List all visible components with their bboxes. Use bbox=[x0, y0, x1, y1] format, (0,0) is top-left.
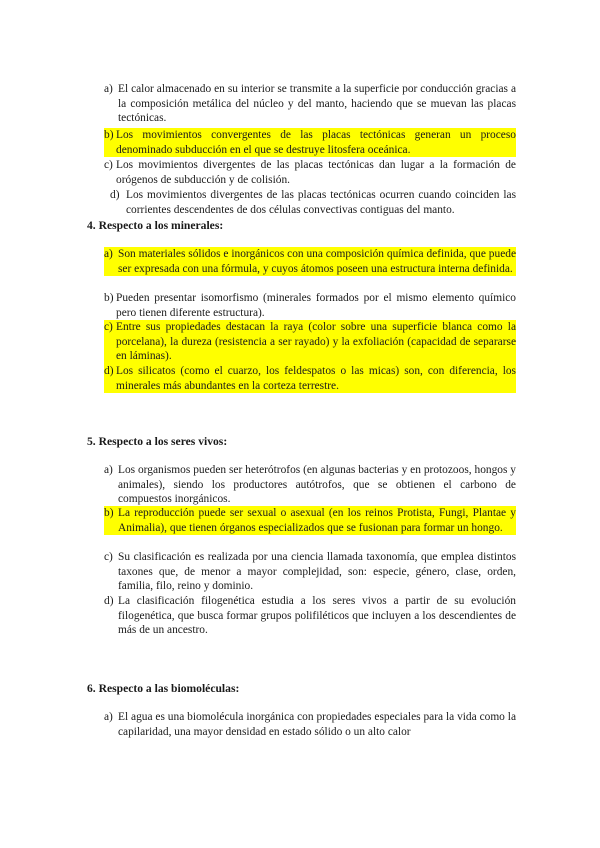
option-text: La reproducción puede ser sexual o asexual (en los reinos Protista, Fungi, Plantae y Animalia), que tienen órganos especializados que se fusionan para formar un hongo. bbox=[118, 507, 516, 534]
q3-option-d bbox=[110, 188, 516, 217]
q3-option-a bbox=[104, 82, 516, 126]
option-label: a) bbox=[104, 464, 113, 476]
option-label: a) bbox=[104, 711, 113, 723]
q4-option-a bbox=[104, 247, 516, 276]
q5-option-d bbox=[104, 594, 516, 638]
q3-option-b bbox=[104, 128, 516, 157]
q6-heading: 6. Respecto a las biomoléculas: bbox=[87, 682, 240, 695]
option-label: c) bbox=[104, 321, 113, 333]
option-label: a) bbox=[104, 83, 113, 95]
q4-heading: 4. Respecto a los minerales: bbox=[87, 219, 224, 232]
option-text: Su clasificación es realizada por una ciencia llamada taxonomía, que emplea distintos taxones que, de menor a mayor complejidad, son: especie, género, clase, orden, familia, filo, reino y dominio. bbox=[118, 551, 516, 593]
option-text: Los movimientos divergentes de las placas tectónicas dan lugar a la formación de orógenos de subducción y de colisión. bbox=[116, 159, 516, 186]
option-label: d) bbox=[104, 595, 114, 607]
q5-heading: 5. Respecto a los seres vivos: bbox=[87, 435, 228, 448]
q5-option-b bbox=[104, 506, 516, 535]
option-text: Los silicatos (como el cuarzo, los feldespatos o las micas) son, con diferencia, los minerales más abundantes en la corteza terrestre. bbox=[116, 365, 516, 392]
q5-option-a bbox=[104, 463, 516, 507]
q3-option-c bbox=[104, 158, 516, 187]
option-text: Los movimientos convergentes de las placas tectónicas generan un proceso denominado subducción en el que se destruye litosfera oceánica. bbox=[116, 129, 516, 156]
option-label: b) bbox=[104, 292, 114, 304]
option-text: Son materiales sólidos e inorgánicos con una composición química definida, que puede ser expresada con una fórmula, y cuyos átomos poseen una estructura interna definida. bbox=[118, 248, 516, 275]
option-text: El agua es una biomolécula inorgánica con propiedades especiales para la vida como la capilaridad, una mayor densidad en estado sólido o un alto calor bbox=[118, 711, 516, 738]
option-text: Pueden presentar isomorfismo (minerales formados por el mismo elemento químico pero tienen diferente estructura). bbox=[116, 292, 516, 319]
option-label: c) bbox=[104, 159, 113, 171]
option-label: d) bbox=[104, 365, 114, 377]
option-label: b) bbox=[104, 129, 114, 141]
option-label: c) bbox=[104, 551, 113, 563]
option-text: El calor almacenado en su interior se transmite a la superficie por conducción gracias a la composición metálica del núcleo y del manto, haciendo que se muevan las placas tectónicas. bbox=[118, 83, 516, 125]
q4-option-b bbox=[104, 291, 516, 320]
option-label: b) bbox=[104, 507, 114, 519]
q4-option-d bbox=[104, 364, 516, 393]
option-text: Los movimientos divergentes de las placas tectónicas ocurren cuando coinciden las corrientes descendentes de dos células convectivas contiguas del manto. bbox=[126, 189, 516, 216]
option-text: La clasificación filogenética estudia a los seres vivos a partir de su evolución filogenética, que busca formar grupos polifiléticos que incluyen a los descendientes de más de un ancestro. bbox=[118, 595, 516, 637]
option-text: Entre sus propiedades destacan la raya (color sobre una superficie blanca como la porcelana), la dureza (resistencia a ser rayado) y la exfoliación (capacidad de separarse en láminas). bbox=[116, 321, 516, 363]
q5-option-c bbox=[104, 550, 516, 594]
q4-option-c bbox=[104, 320, 516, 364]
q6-option-a bbox=[104, 710, 516, 739]
option-text: Los organismos pueden ser heterótrofos (en algunas bacterias y en protozoos, hongos y animales), siendo los productores autótrofos, que se obtienen el carbono de compuestos inorgánicos. bbox=[118, 464, 516, 506]
option-label: a) bbox=[104, 248, 113, 260]
option-label: d) bbox=[110, 189, 120, 201]
